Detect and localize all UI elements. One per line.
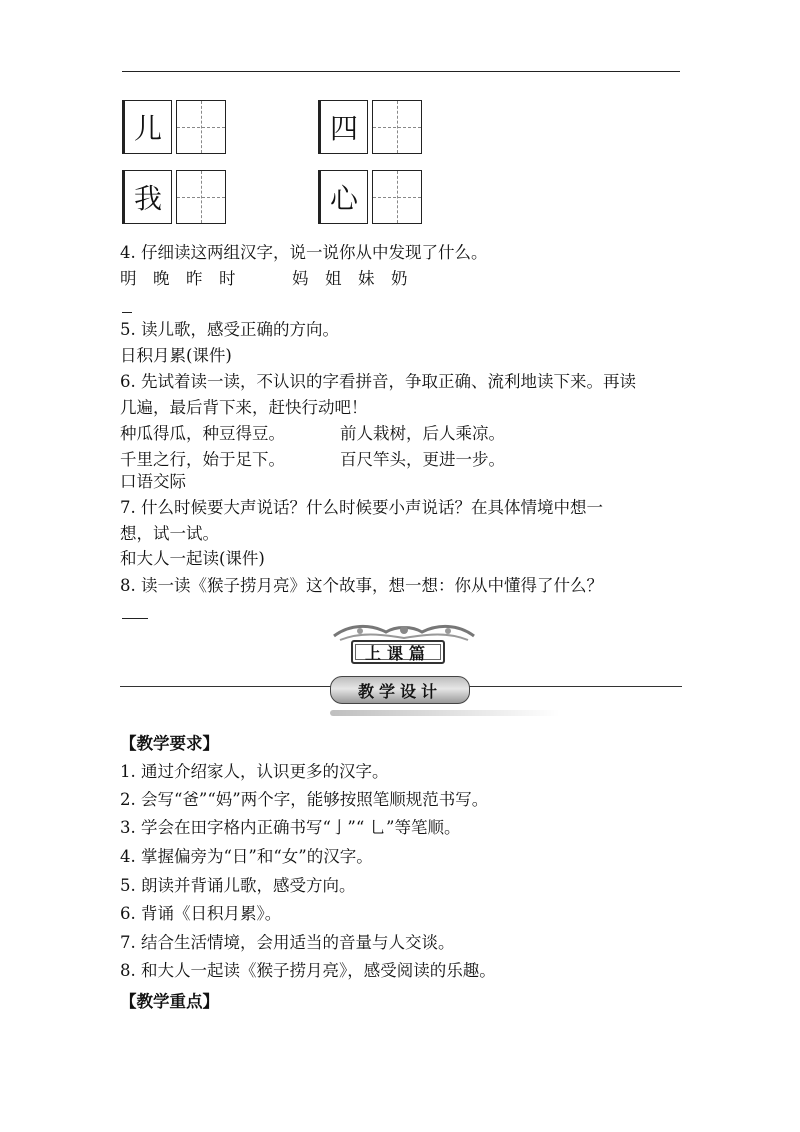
tianzige-cell	[372, 170, 422, 224]
tianzige-cell	[176, 100, 226, 154]
section-daren: 和大人一起读(课件)	[120, 549, 265, 568]
practice-char: 心	[329, 182, 358, 215]
answer-blank	[122, 618, 148, 619]
requirement-item: 8. 和大人一起读《猴子捞月亮》，感受阅读的乐趣。	[120, 961, 496, 980]
proverb: 百尺竿头，更进一步。	[340, 450, 505, 469]
requirement-item: 7. 结合生活情境，会用适当的音量与人交谈。	[120, 933, 455, 952]
practice-char: 四	[329, 112, 358, 145]
tianzige-cell	[318, 170, 368, 224]
requirement-item: 5. 朗读并背诵儿歌，感受方向。	[120, 876, 356, 895]
proverb: 千里之行，始于足下。	[120, 450, 285, 469]
practice-grid-2	[318, 100, 422, 154]
practice-grid-4	[318, 170, 422, 224]
tianzige-cell	[318, 100, 368, 154]
tianzige-cell	[372, 100, 422, 154]
tianzige-cell	[122, 100, 172, 154]
question-6-line-2: 几遍，最后背下来，赶快行动吧！	[120, 398, 368, 417]
tianzige-cell	[176, 170, 226, 224]
requirement-item: 2. 会写“爸”“妈”两个字，能够按照笔顺规范书写。	[120, 790, 489, 809]
practice-char: 儿	[133, 112, 162, 145]
practice-char: 我	[133, 182, 162, 215]
answer-blank	[122, 312, 132, 313]
question-5: 5. 读儿歌，感受正确的方向。	[120, 320, 339, 339]
question-7-line-2: 想，试一试。	[120, 524, 219, 543]
tianzige-cell	[122, 170, 172, 224]
question-4: 4. 仔细读这两组汉字，说一说你从中发现了什么。	[120, 243, 488, 262]
proverb: 种瓜得瓜，种豆得豆。	[120, 424, 285, 443]
proverb: 前人栽树，后人乘凉。	[340, 424, 505, 443]
banner-subtitle: 教学设计	[330, 676, 470, 704]
question-4-group-1: 明 晚 昨 时	[120, 269, 236, 288]
banner-shadow	[330, 710, 560, 716]
question-6-line-1: 6. 先试着读一读，不认识的字看拼音，争取正确、流利地读下来。再读	[120, 372, 636, 391]
practice-grid-3	[122, 170, 226, 224]
section-kouyu: 口语交际	[120, 472, 186, 491]
requirement-item: 3. 学会在田字格内正确书写“亅”“ 乚”等笔顺。	[120, 818, 461, 837]
question-7-line-1: 7. 什么时候要大声说话？什么时候要小声说话？在具体情境中想一	[120, 498, 603, 517]
section-riji: 日积月累(课件)	[120, 346, 232, 365]
key-points-heading: 【教学重点】	[120, 992, 219, 1011]
practice-grid-1	[122, 100, 226, 154]
requirements-heading: 【教学要求】	[120, 734, 219, 753]
question-8: 8. 读一读《猴子捞月亮》这个故事，想一想：你从中懂得了什么？	[120, 576, 603, 595]
top-rule	[122, 71, 680, 72]
question-4-group-2: 妈 姐 妹 奶	[292, 269, 408, 288]
banner-title: 上课篇	[351, 640, 445, 664]
requirement-item: 4. 掌握偏旁为“日”和“女”的汉字。	[120, 847, 373, 866]
requirement-item: 6. 背诵《日积月累》。	[120, 904, 282, 923]
requirement-item: 1. 通过介绍家人，认识更多的汉字。	[120, 762, 389, 781]
